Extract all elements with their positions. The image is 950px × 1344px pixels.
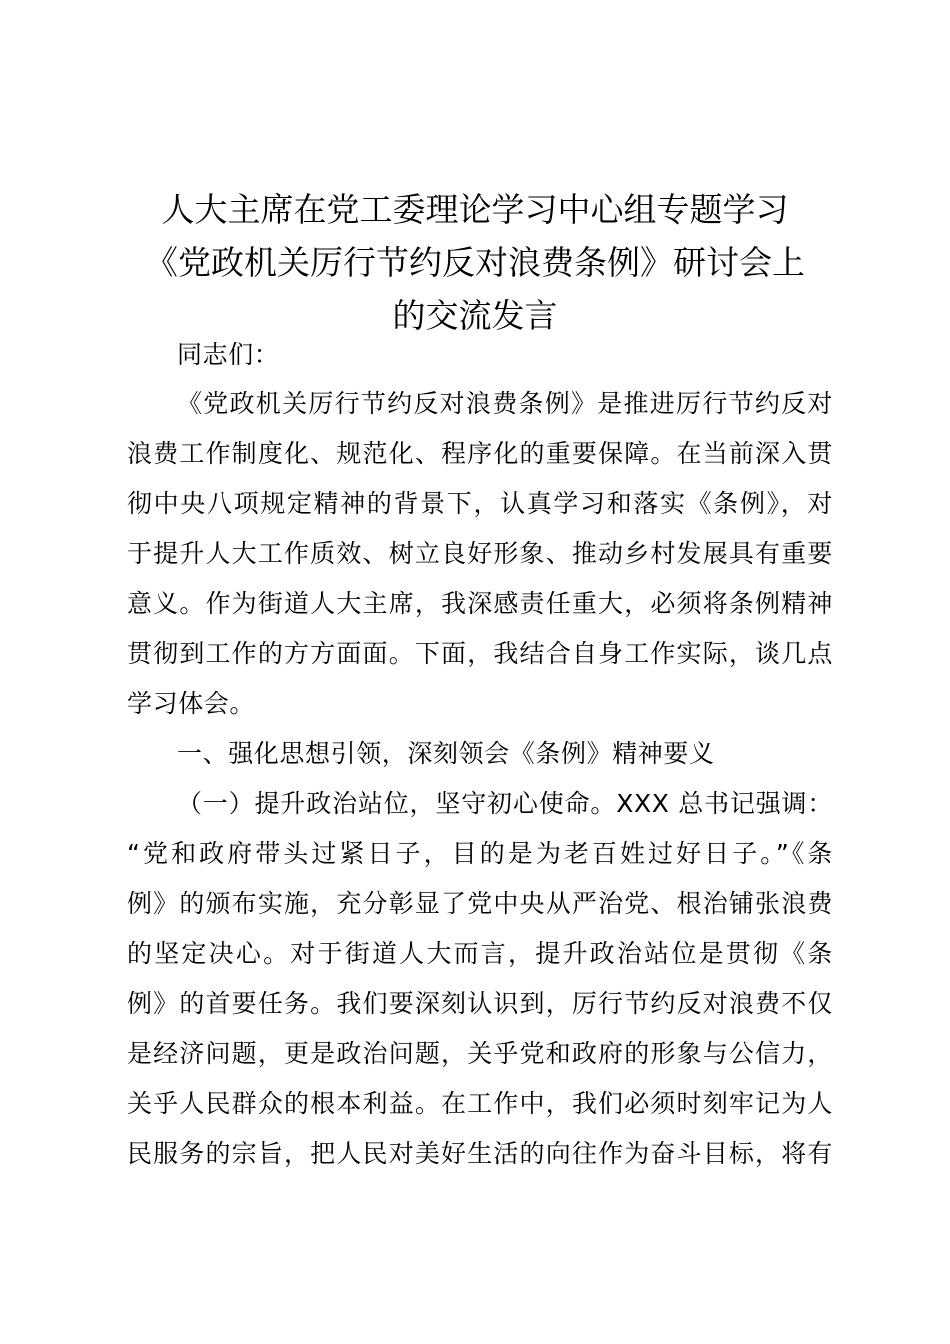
paragraph-line: （一）提升政治站位，坚守初心使命。XXX 总书记强调： [177, 789, 833, 818]
title-line: 人大主席在党工委理论学习中心组专题学习 [161, 190, 789, 229]
paragraph-line: 意义。作为街道人大主席，我深感责任重大，必须将条例精神 [127, 589, 833, 618]
paragraph-line: 是经济问题，更是政治问题，关乎党和政府的形象与公信力， [127, 1039, 833, 1068]
paragraph-line: 例》的首要任务。我们要深刻认识到，厉行节约反对浪费不仅 [127, 989, 833, 1018]
paragraph-line: 民服务的宗旨，把人民对美好生活的向往作为奋斗目标，将有 [127, 1139, 833, 1168]
paragraph-line: 关乎人民群众的根本利益。在工作中，我们必须时刻牢记为人 [127, 1089, 833, 1118]
paragraph-line: 例》的颁布实施，充分彰显了党中央从严治党、根治铺张浪费 [127, 889, 833, 918]
paragraph-line: 彻中央八项规定精神的背景下，认真学习和落实《条例》，对 [127, 489, 833, 518]
title-line: 的交流发言 [392, 296, 558, 335]
title-line: 《党政机关厉行节约反对浪费条例》研讨会上 [145, 243, 805, 282]
document-title [120, 183, 830, 342]
paragraph-line: 学习体会。 [127, 689, 256, 718]
salutation: 同志们： [177, 340, 280, 369]
section-heading: 一、强化思想引领，深刻领会《条例》精神要义 [177, 739, 715, 768]
paragraph-line: 贯彻到工作的方方面面。下面，我结合自身工作实际，谈几点 [127, 639, 833, 668]
paragraph-line: 浪费工作制度化、规范化、程序化的重要保障。在当前深入贯 [127, 439, 833, 468]
paragraph-line: 于提升人大工作质效、树立良好形象、推动乡村发展具有重要 [127, 539, 833, 568]
paragraph-line: “党和政府带头过紧日子，目的是为老百姓过好日子。”《条 [127, 839, 833, 868]
paragraph-line: 的坚定决心。对于街道人大而言，提升政治站位是贯彻《条 [127, 939, 833, 968]
paragraph-line: 《党政机关厉行节约反对浪费条例》是推进厉行节约反对 [177, 389, 833, 418]
